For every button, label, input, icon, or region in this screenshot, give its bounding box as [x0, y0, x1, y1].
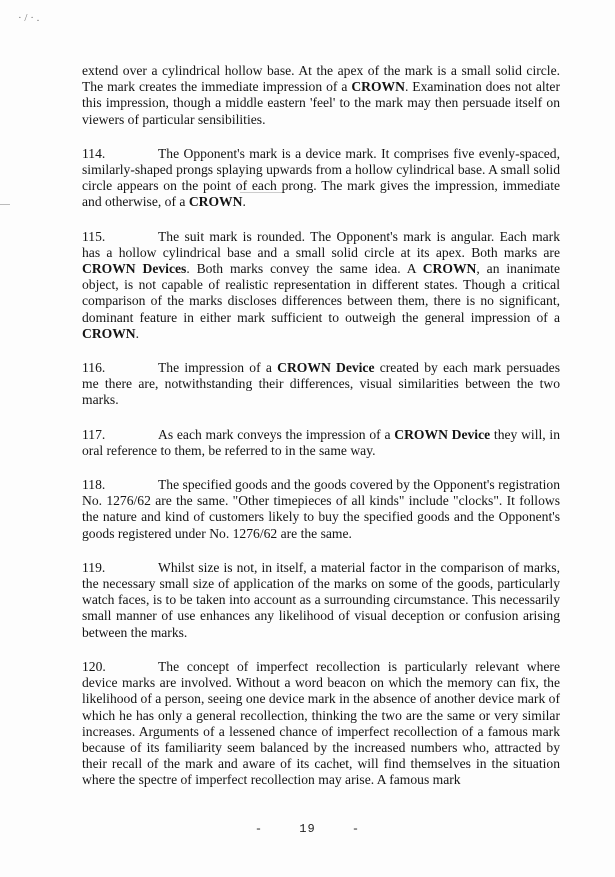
footer-dash-left: - — [254, 822, 264, 836]
paragraph-number: 114. — [82, 145, 106, 161]
scan-specks: · / · . — [18, 12, 40, 24]
text-run: Whilst size is not, in itself, a material factor in the comparison of marks, the necessary small size of application of the marks on some of the goods, particularly watch faces, is to be taken into account as a surrounding circumstance. This necessarily small manner of use enhances any likelihood of visual deception or confusion arising between the marks. — [82, 559, 560, 640]
footer-dash-right: - — [351, 822, 361, 836]
text-run: As each mark conveys the impression of a — [158, 426, 395, 442]
paragraph-119 — [82, 560, 560, 641]
text-run: created by each mark persuades me there are, notwithstanding their differences, visual similarities between the two marks. — [82, 360, 560, 408]
paragraph-117 — [82, 427, 560, 459]
text-run: . Examination does not alter this impression, though a middle eastern 'feel' to the mark may then persuade itself on viewers of particular sensibilities. — [82, 79, 560, 127]
paragraph-114 — [82, 146, 560, 211]
paragraph-120 — [82, 659, 560, 789]
text-run: The suit mark is rounded. The Opponent's mark is angular. Each mark has a hollow cylindrical base and a small solid circle at its apex. Both marks are — [82, 228, 560, 260]
bold-term: CROWN Devices — [82, 261, 187, 277]
paragraph-number: 116. — [82, 360, 106, 376]
text-run: The impression of a — [158, 360, 278, 376]
paragraph-118 — [82, 477, 560, 542]
page-footer — [0, 822, 615, 836]
text-run: . — [242, 194, 246, 210]
text-run: they will, in oral reference to them, be referred to in the same way. — [82, 426, 560, 458]
bold-term: CROWN — [422, 261, 477, 277]
text-run: , an inanimate object, is not capable of realistic representation in different states. Though a critical comparison of the marks discloses differences between them, there is no significant, dominant feature in either mark sufficient to outweigh the general impression of a — [82, 261, 560, 325]
paragraph-number: 120. — [82, 658, 106, 674]
bold-term: CROWN Device — [277, 360, 375, 376]
bold-term: CROWN — [188, 194, 243, 210]
bold-term: CROWN — [351, 79, 405, 95]
paragraph-number: 118. — [82, 477, 106, 493]
paragraph-number: 115. — [82, 228, 106, 244]
text-run: . — [135, 325, 140, 341]
paragraph-continued — [82, 63, 560, 128]
text-run: The concept of imperfect recollection is particularly relevant where device marks are involved. Without a word beacon on which the memory can fix, the likelihood of a person, seeing one device mark in the absence of another device mark of which he has only a general recollection, thinking the two are the same or very similar increases. Arguments of a lessened chance of imperfect recollection of a famous mark because of its familiarity seem balanced by the increased numbers who, attracted by their recall of the mark and aware of its cachet, will find themselves in the situation where the spectre of imperfect recollection may arise. A famous mark — [82, 658, 560, 788]
paragraph-115 — [82, 229, 560, 342]
text-run: The specified goods and the goods covered by the Opponent's registration No. 1276/62 are the same. "Other timepieces of all kinds" include "clocks". It follows the nature and kind of customers likely to buy the specified goods and the Opponent's goods registered under No. 1276/62 are the same. — [82, 477, 560, 541]
paragraph-number: 119. — [82, 559, 106, 575]
paragraph-number: 117. — [82, 426, 106, 442]
text-run: The Opponent's mark is a device mark. It comprises five evenly-spaced, similarly-shaped prongs splaying upwards from a hollow cylindrical base. A small solid circle appears on the point of each prong. The mark gives the impression, immediate and otherwise, of a — [82, 145, 560, 210]
text-run: extend over a cylindrical hollow base. At the apex of the mark is a small solid circle. The mark creates the immediate impression of a — [82, 63, 560, 95]
bold-term: CROWN Device — [394, 426, 491, 442]
scan-artifact — [0, 204, 10, 205]
paragraph-116 — [82, 360, 560, 409]
bold-term: CROWN — [82, 325, 136, 341]
body-text — [82, 63, 560, 789]
text-run: . Both marks convey the same idea. A — [186, 261, 423, 277]
page-number: 19 — [299, 822, 316, 836]
